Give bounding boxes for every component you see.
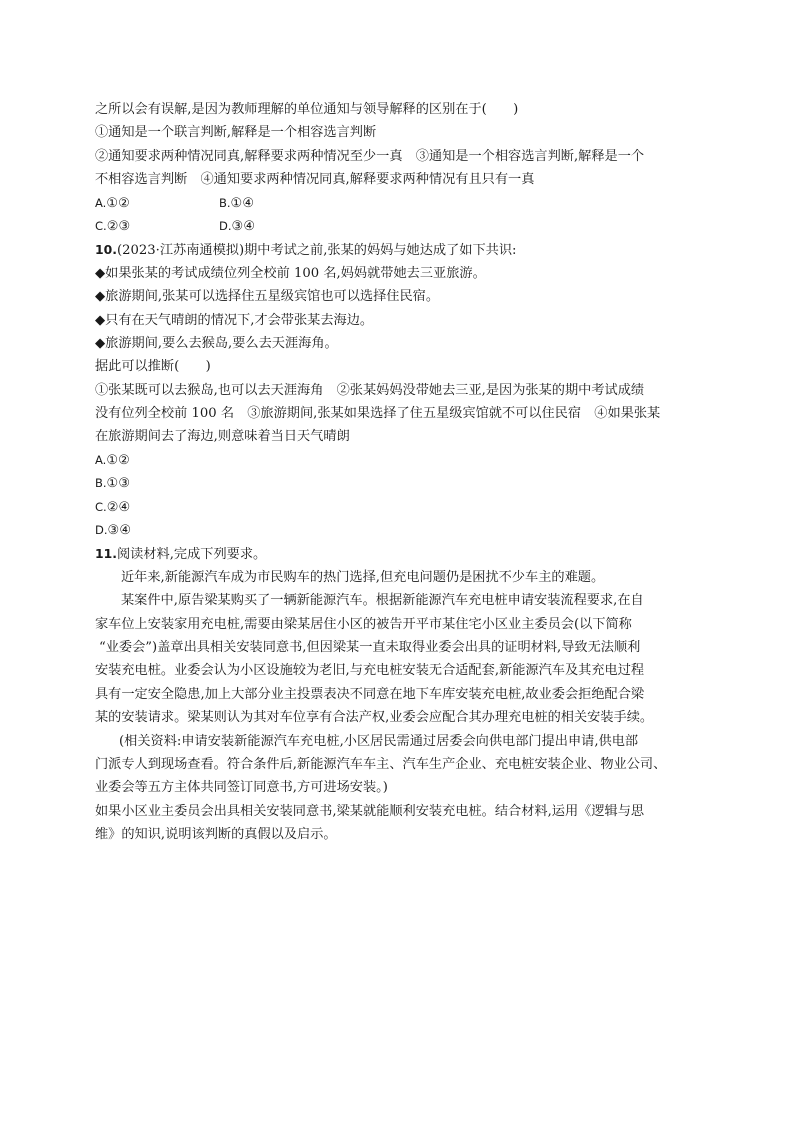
- q11-task: 如果小区业主委员会出具相关安装同意书,梁某就能顺利安装充电桩。结合材料,运用《逻辑与思: [95, 803, 645, 819]
- q11-related-material: 门派专人到现场查看。符合条件后,新能源汽车车主、汽车生产企业、充电桩安装企业、物业公司、: [95, 756, 667, 772]
- question-number: 10.: [95, 242, 117, 258]
- q9-options-row: [95, 215, 705, 238]
- q11-material-line: 某案件中,原告梁某购买了一辆新能源汽车。根据新能源汽车充电桩申请安装流程要求,在自: [121, 593, 644, 609]
- q10-consensus-item: ◆如果张某的考试成绩位列全校前 100 名,妈妈就带她去三亚旅游。: [95, 265, 486, 281]
- q10-item-line: 在旅游期间去了海边,则意味着当日天气晴朗: [95, 429, 350, 445]
- q10-item-line: 没有位列全校前 100 名 ③旅游期间,张某如果选择了住五星级宾馆就不可以住民宿 ④如果张某: [95, 406, 661, 422]
- q10-option-c[interactable]: C.②④: [95, 499, 131, 515]
- q10-option-a[interactable]: A.①②: [95, 452, 130, 468]
- q11-task: 维》的知识,说明该判断的真假以及启示。: [95, 827, 337, 843]
- q11-material-line: 安装充电桩。业委会认为小区设施较为老旧,与充电桩安装无合适配套,新能源汽车及其充电过程: [95, 663, 645, 679]
- q9-option-b[interactable]: B.①④: [219, 195, 255, 211]
- q10-question: 据此可以推断( ): [95, 359, 211, 375]
- q9-item-line: 不相容选言判断 ④通知要求两种情况同真,解释要求两种情况有且只有一真: [95, 172, 535, 188]
- exam-page: [95, 98, 705, 847]
- q11-material-line: 某的安装请求。梁某则认为其对车位享有合法产权,业委会应配合其办理充电桩的相关安装手续。: [95, 710, 654, 726]
- q9-option-c[interactable]: C.②③: [95, 218, 131, 234]
- q10-consensus-item: ◆只有在天气晴朗的情况下,才会带张某去海边。: [95, 312, 374, 328]
- q11-material-line: 具有一定安全隐患,加上大部分业主投票表决不同意在地下车库安装充电桩,故业委会拒绝配合梁: [95, 686, 645, 702]
- q9-option-a[interactable]: A.①②: [95, 195, 130, 211]
- q10-item-line: ①张某既可以去猴岛,也可以去天涯海角 ②张某妈妈没带她去三亚,是因为张某的期中考试成绩: [95, 382, 645, 398]
- q11-stem: 11.阅读材料,完成下列要求。: [95, 546, 267, 563]
- q10-option-b[interactable]: B.①③: [95, 476, 131, 492]
- q11-related-material: 业委会等五方主体共同签订同意书,方可进场安装。): [95, 780, 388, 796]
- q11-material-line: “业委会”)盖章出具相关安装同意书,但因梁某一直未取得业委会出具的证明材料,导致无法顺利: [99, 639, 641, 655]
- q9-item-line: ②通知要求两种情况同真,解释要求两种情况至少一真 ③通知是一个相容选言判断,解释是一个: [95, 148, 645, 164]
- q10-stem: 10.(2023·江苏南通模拟)期中考试之前,张某的妈妈与她达成了如下共识:: [95, 242, 517, 259]
- q9-stem-tail: 之所以会有误解,是因为教师理解的单位通知与领导解释的区别在于( ): [95, 102, 519, 117]
- q10-option-d[interactable]: D.③④: [95, 523, 132, 539]
- q9-option-d[interactable]: D.③④: [219, 218, 256, 234]
- q9-options-row: [95, 192, 705, 215]
- q11-material-paragraph: 近年来,新能源汽车成为市民购车的热门选择,但充电问题仍是困扰不少车主的难题。: [121, 569, 605, 585]
- q11-material-line: 家车位上安装家用充电桩,需要由梁某居住小区的被告开平市某住宅小区业主委员会(以下简称: [95, 616, 632, 632]
- q10-consensus-item: ◆旅游期间,要么去猴岛,要么去天涯海角。: [95, 335, 338, 351]
- question-number: 11.: [95, 546, 117, 562]
- q9-item-line: ①通知是一个联言判断,解释是一个相容选言判断: [95, 125, 377, 141]
- q11-related-material: (相关资料:申请安装新能源汽车充电桩,小区居民需通过居委会向供电部门提出申请,供电部: [119, 733, 639, 749]
- q10-consensus-item: ◆旅游期间,张某可以选择住五星级宾馆也可以选择住民宿。: [95, 289, 440, 305]
